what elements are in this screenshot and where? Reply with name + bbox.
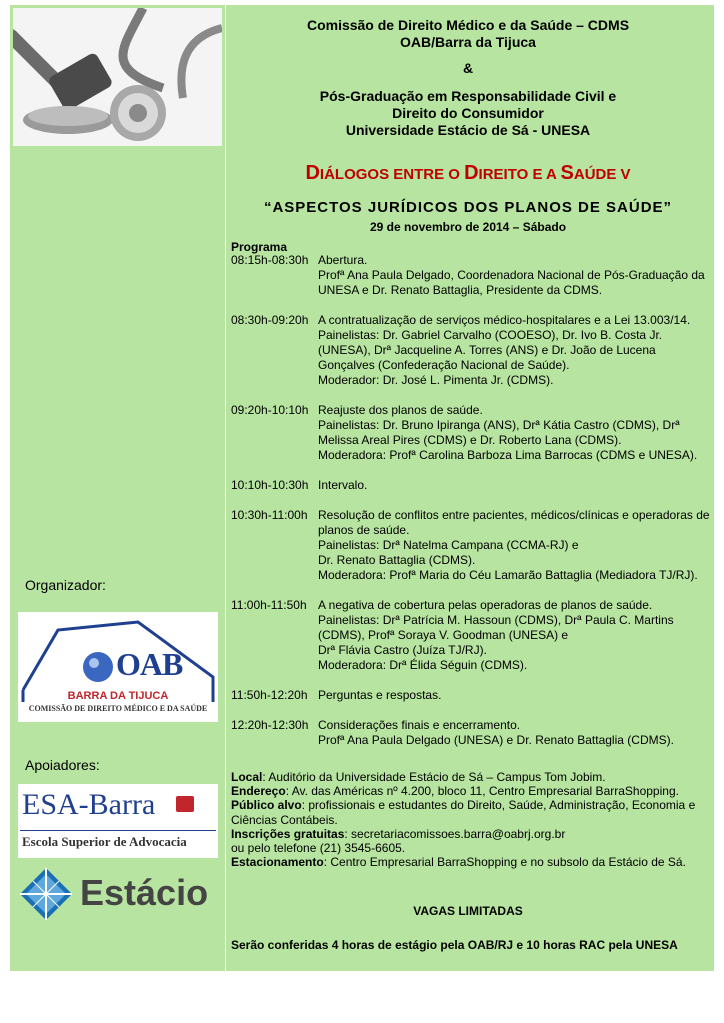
program-item	[231, 508, 711, 583]
program-time: 11:50h-12:20h	[231, 688, 308, 702]
program-description	[318, 598, 711, 673]
program-time: 08:30h-09:20h	[231, 313, 309, 327]
program-line: Reajuste dos planos de saúde.	[318, 403, 483, 417]
oab-place: BARRA DA TIJUCA	[67, 690, 169, 702]
program-line: Painelistas: Drª Natelma Campana (CCMA-RJ) e	[318, 538, 579, 552]
event-subtitle: “ASPECTOS JURÍDICOS DOS PLANOS DE SAÚDE”	[263, 199, 673, 216]
program-line: Moderadora: Profª Carolina Barboza Lima Barrocas (CDMS e UNESA).	[318, 448, 698, 462]
esa-sub: Escola Superior de Advocacia	[22, 834, 187, 849]
program-line: Painelistas: Drª Patrícia M. Hassoun (CDMS), Drª Paula C. Martins (CDMS), Profª Soraya V. Goodman (UNESA) e	[318, 613, 674, 642]
program-time: 10:30h-11:00h	[231, 508, 308, 522]
program-description	[318, 718, 711, 748]
org-line-4: Direito do Consumidor	[392, 105, 544, 121]
organizador-label: Organizador:	[25, 577, 106, 593]
oab-comissao: COMISSÃO DE DIREITO MÉDICO E DA SAÚDE	[28, 704, 208, 713]
program-line: Perguntas e respostas.	[318, 688, 442, 702]
org-line-5: Universidade Estácio de Sá - UNESA	[345, 122, 591, 138]
event-title: DIÁLOGOS ENTRE O DIREITO E A SAÚDE V	[305, 162, 631, 184]
program-line: A contratualização de serviços médico-hospitalares e a Lei 13.003/14.	[318, 313, 691, 327]
program-item	[231, 253, 711, 298]
program-line: Painelistas: Dr. Bruno Ipiranga (ANS), Drª Kátia Castro (CDMS), Drª Melissa Areal Pires (CDMS) e Dr. Roberto Lana (CDMS).	[318, 418, 680, 447]
event-date: 29 de novembro de 2014 – Sábado	[369, 220, 567, 234]
org-line-3: Pós-Graduação em Responsabilidade Civil e	[319, 88, 617, 104]
estacio-diamond-icon	[20, 868, 72, 920]
estacio-logo	[18, 866, 218, 922]
vagas-limitadas: VAGAS LIMITADAS	[413, 904, 523, 918]
email-link[interactable]: : secretariacomissoes.barra@oabrj.org.br	[344, 826, 566, 841]
program-description	[318, 508, 711, 583]
program-description	[318, 313, 711, 388]
program-time: 10:10h-10:30h	[231, 478, 309, 492]
program-label: Programa	[231, 240, 288, 254]
program-line: Painelistas: Dr. Gabriel Carvalho (COOESO), Dr. Ivo B. Costa Jr. (UNESA), Drª Jacqueline A. Torres (ANS) e Dr. João de Lucena Gonçalves (Confederação Nacional de Saúde).	[318, 328, 663, 372]
program-description	[318, 478, 711, 493]
program-line: Profª Ana Paula Delgado (UNESA) e Dr. Renato Battaglia (CDMS).	[318, 733, 674, 747]
program-time: 12:20h-12:30h	[231, 718, 309, 732]
oab-text: OAB	[116, 646, 183, 682]
program-line: Dr. Renato Battaglia (CDMS).	[318, 553, 476, 567]
program-item	[231, 718, 711, 748]
program-line: Moderadora: Drª Élida Séguin (CDMS).	[318, 658, 528, 672]
info-telefone: ou pelo telefone (21) 3545-6605.	[231, 841, 406, 856]
program-item	[231, 313, 711, 388]
program-time: 08:15h-08:30h	[231, 253, 309, 267]
program-item	[231, 478, 711, 493]
oab-barra-logo	[18, 612, 218, 722]
apoiadores-label: Apoiadores:	[25, 757, 100, 773]
book-icon	[176, 796, 194, 812]
program-time: 11:00h-11:50h	[231, 598, 307, 612]
program-description	[318, 688, 711, 703]
program-line: Resolução de conflitos entre pacientes, médicos/clínicas e operadoras de planos de saúde.	[318, 508, 710, 537]
program-description	[318, 253, 711, 298]
info-local: Local: Auditório da Universidade Estácio de Sá – Campus Tom Jobim.	[231, 770, 606, 784]
program-item	[231, 403, 711, 463]
program-line: Considerações finais e encerramento.	[318, 718, 521, 732]
program-line: A negativa de cobertura pelas operadoras de planos de saúde.	[318, 598, 653, 612]
program-list	[231, 253, 711, 763]
esa-barra-logo	[18, 784, 218, 858]
gavel-stethoscope-image	[13, 8, 222, 146]
org-line-1: Comissão de Direito Médico e da Saúde – CDMS	[306, 17, 630, 33]
program-line: Moderadora: Profª Maria do Céu Lamarão Battaglia (Mediadora TJ/RJ).	[318, 568, 698, 582]
org-line-2: OAB/Barra da Tijuca	[400, 34, 536, 50]
estacio-text: Estácio	[80, 872, 209, 913]
program-line: Drª Flávia Castro (Juíza TJ/RJ).	[318, 643, 487, 657]
program-item	[231, 688, 711, 703]
event-info	[231, 770, 709, 869]
program-description	[318, 403, 711, 463]
program-time: 09:20h-10:10h	[231, 403, 309, 417]
info-publico: Público alvo: profissionais e estudantes do Direito, Saúde, Administração, Economia e Ciências Contábeis.	[231, 798, 696, 827]
program-line: Moderador: Dr. José L. Pimenta Jr. (CDMS).	[318, 373, 554, 387]
program-line: Profª Ana Paula Delgado, Coordenadora Nacional de Pós-Graduação da UNESA e Dr. Renato Battaglia, Presidente da CDMS.	[318, 268, 705, 297]
column-divider	[225, 5, 226, 971]
program-item	[231, 598, 711, 673]
program-line: Abertura.	[318, 253, 368, 267]
horas-note: Serão conferidas 4 horas de estágio pela OAB/RJ e 10 horas RAC pela UNESA	[231, 938, 678, 952]
ampersand: &	[462, 60, 474, 76]
info-endereco: Endereço: Av. das Américas nº 4.200, bloco 11, Centro Empresarial BarraShopping.	[231, 784, 679, 799]
info-estacionamento: Estacionamento: Centro Empresarial BarraShopping e no subsolo da Estácio de Sá.	[231, 855, 686, 870]
info-inscricoes: Inscrições gratuitas: secretariacomissoes.barra@oabrj.org.br	[231, 826, 566, 841]
program-line: Intervalo.	[318, 478, 368, 492]
esa-text: ESA-Barra	[22, 788, 156, 821]
